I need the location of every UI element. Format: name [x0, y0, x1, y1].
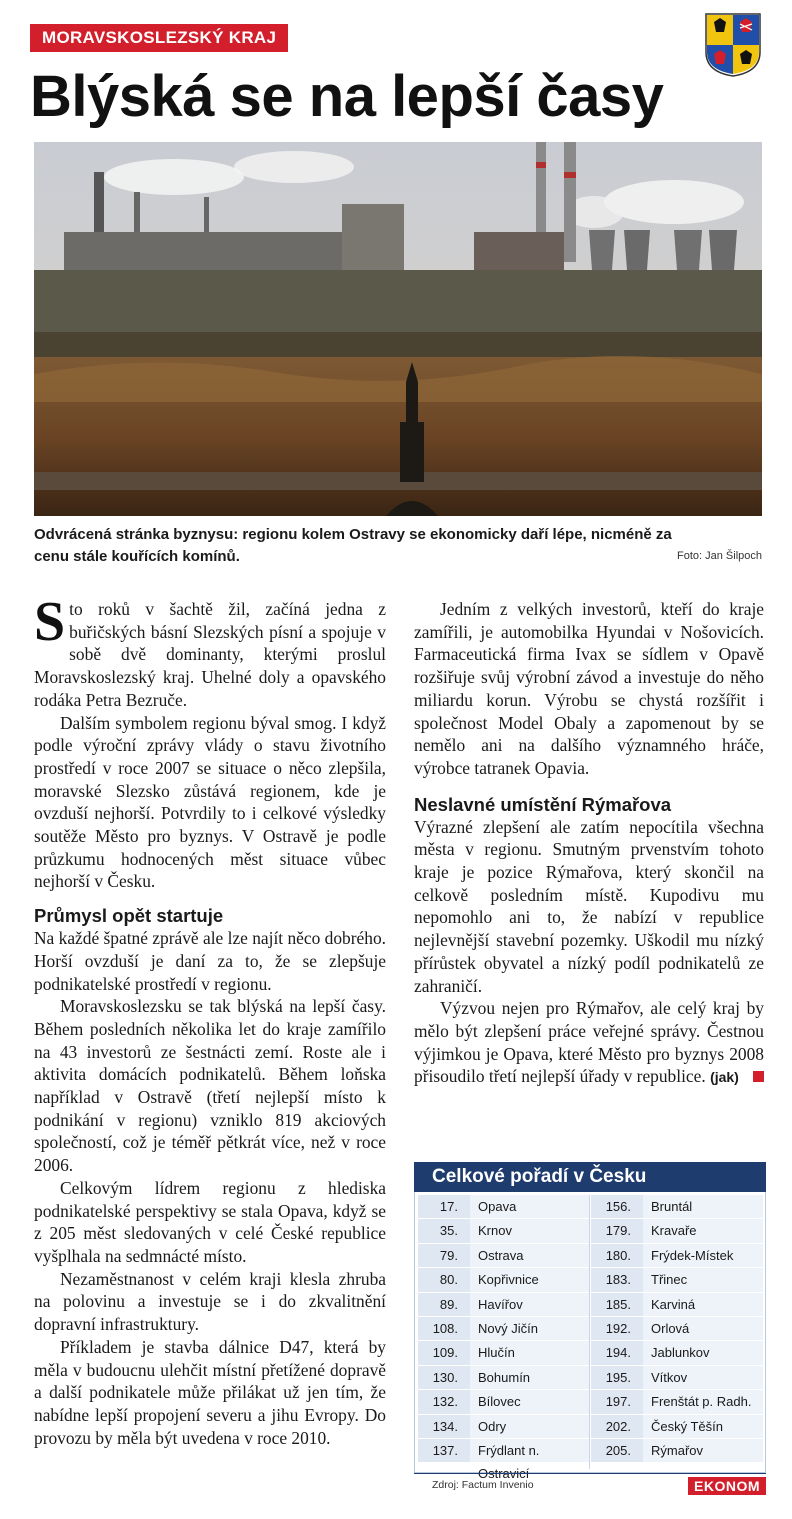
table-row: 130. Bohumín — [418, 1366, 590, 1390]
article-column-left — [34, 591, 386, 1449]
table-row: 17. Opava — [418, 1195, 590, 1219]
paragraph: Na každé špatné zprávě ale lze najít něco dobrého. Horší ovzduší je daní za to, že se zlepšuje podnikatelské prostředí v regionu. — [34, 928, 386, 994]
brand-logo: EKONOM — [688, 1477, 766, 1495]
table-row: 109. Hlučín — [418, 1341, 590, 1365]
table-row: 194. Jablunkov — [591, 1341, 763, 1365]
paragraph: Příkladem je stavba dálnice D47, která by měla v budoucnu ulehčit místní přetížené dopravě a další podnikatele může přilákat už jen tím, že nabídne lepší propojení severu a jihu Evropy. Do provozu by měla být uvedena v roce 2010. — [34, 1336, 386, 1448]
table-row: 192. Orlová — [591, 1317, 763, 1341]
paragraph: Výzvou nejen pro Rýmařov, ale celý kraj by mělo být zlepšení práce veřejné správy. Čestnou výjimkou je Opava, které Město pro byznys 2008 přisoudilo třetí nejlepší úřady v republice. (jak) — [414, 998, 764, 1087]
table-row: 179. Kravaře — [591, 1219, 763, 1243]
table-footer — [414, 1473, 766, 1498]
paragraph: Nezaměstnanost v celém kraji klesla zhruba na polovinu a investuje se i do zkvalitnění dopravní infrastruktury. — [34, 1268, 386, 1335]
table-row: 80. Kopřivnice — [418, 1268, 590, 1292]
table-row: 202. Český Těšín — [591, 1415, 763, 1439]
table-row: 132. Bílovec — [418, 1390, 590, 1414]
ranking-title: Celkové pořadí v Česku — [414, 1162, 766, 1192]
table-row: 134. Odry — [418, 1415, 590, 1439]
ranking-column-right — [591, 1195, 763, 1463]
table-row: 156. Bruntál — [591, 1195, 763, 1219]
industrial-landscape-photo — [34, 142, 762, 516]
subheading: Neslavné umístění Rýmařova — [414, 793, 672, 815]
table-row: 35. Krnov — [418, 1219, 590, 1243]
ranking-table — [414, 1162, 766, 1500]
ranking-body — [414, 1192, 766, 1482]
paragraph: Sto roků v šachtě žil, začíná jedna z buřičských básní Slezských písní a spojuje v sobě dvě dominanty, kterými proslul Moravskoslezský kraj. Uhelné doly a opavského rodáka Petra Bezruče. — [34, 591, 386, 710]
table-row: 89. Havířov — [418, 1293, 590, 1317]
article-column-right — [414, 598, 764, 1089]
paragraph: Moravskoslezsku se tak blýská na lepší časy. Během posledních několika let do kraje zamířilo na 43 investorů ze šestnácti zemí. Roste ale i aktivita domácích podnikatelů. Během loňska například v Ostravě (třetí nejlepší místo k podnikání v regionu) vzniklo 819 akciových společností, což je téměř pětkrát více, než v roce 2006. — [34, 996, 386, 1176]
table-row: 195. Vítkov — [591, 1366, 763, 1390]
source-note: Zdroj: Factum Invenio — [432, 1479, 534, 1491]
table-row: 205. Rýmařov — [591, 1439, 763, 1463]
ranking-column-left — [418, 1195, 590, 1482]
table-row: 79. Ostrava — [418, 1244, 590, 1268]
table-row: 185. Karviná — [591, 1293, 763, 1317]
column-divider — [589, 1195, 590, 1469]
drop-cap: S — [34, 591, 66, 653]
table-row: 197. Frenštát p. Radh. — [591, 1390, 763, 1414]
section-tag: MORAVSKOSLEZSKÝ KRAJ — [30, 24, 288, 52]
table-row: 137. Frýdlant n. Ostravicí — [418, 1439, 590, 1463]
paragraph: Celkovým lídrem regionu z hlediska podnikatelské perspektivy se stala Opava, když se z 205 měst sledovaných v celé České republice vyšplhala na sedmnácté místo. — [34, 1177, 386, 1266]
page-title: Blýská se na lepší časy — [30, 64, 664, 129]
table-row: 180. Frýdek-Místek — [591, 1244, 763, 1268]
paragraph: Jedním z velkých investorů, kteří do kraje zamířili, je automobilka Hyundai v Nošovicích. Farmaceutická firma Ivax se sídlem v Opavě rozšiřuje svůj výrobní závod a investuje do něho miliardu korun. Výrobu se chystá rozšířit i společnost Model Obaly a zapomenout by se nemělo ani na dalšího významného hráče, výrobce tatranek Opavia. — [414, 599, 764, 778]
paragraph: Výrazné zlepšení ale zatím nepocítila všechna města v regionu. Smutným prvenstvím tohoto kraje je pozice Rýmařova, který skončil na celkově posledním místě. Kupodivu mu nepomohlo ani to, že nabízí v republice nejlevnější stavební pozemky. Uškodil mu nízký přírůstek obyvatel a nízký podíl podnikatelů ze zahraničí. — [414, 816, 764, 996]
author-signature: (jak) — [710, 1069, 739, 1086]
paragraph: Dalším symbolem regionu býval smog. I když podle výroční zprávy vlády o stavu životního prostředí v roce 2007 se situace o něco zlepšila, moravské Slezsko zůstává regionem, kde je ovzduší nejhorší. Potvrdily to i celkové výsledky soutěže Město pro byznys. V Ostravě je podle průzkumu hodnocených měst situace vůbec nejhorší v Česku. — [34, 712, 386, 892]
photo-caption: Odvrácená stránka byznysu: regionu kolem Ostravy se ekonomicky daří lépe, nicméně za cenu stále kouřících komínů. — [34, 526, 672, 565]
subheading: Průmysl opět startuje — [34, 905, 224, 927]
table-row: 183. Třinec — [591, 1268, 763, 1292]
table-row: 108. Nový Jičín — [418, 1317, 590, 1341]
photo-credit: Foto: Jan Šilpoch — [677, 550, 762, 562]
coat-of-arms-icon — [704, 12, 762, 78]
end-mark-icon — [753, 1071, 764, 1082]
